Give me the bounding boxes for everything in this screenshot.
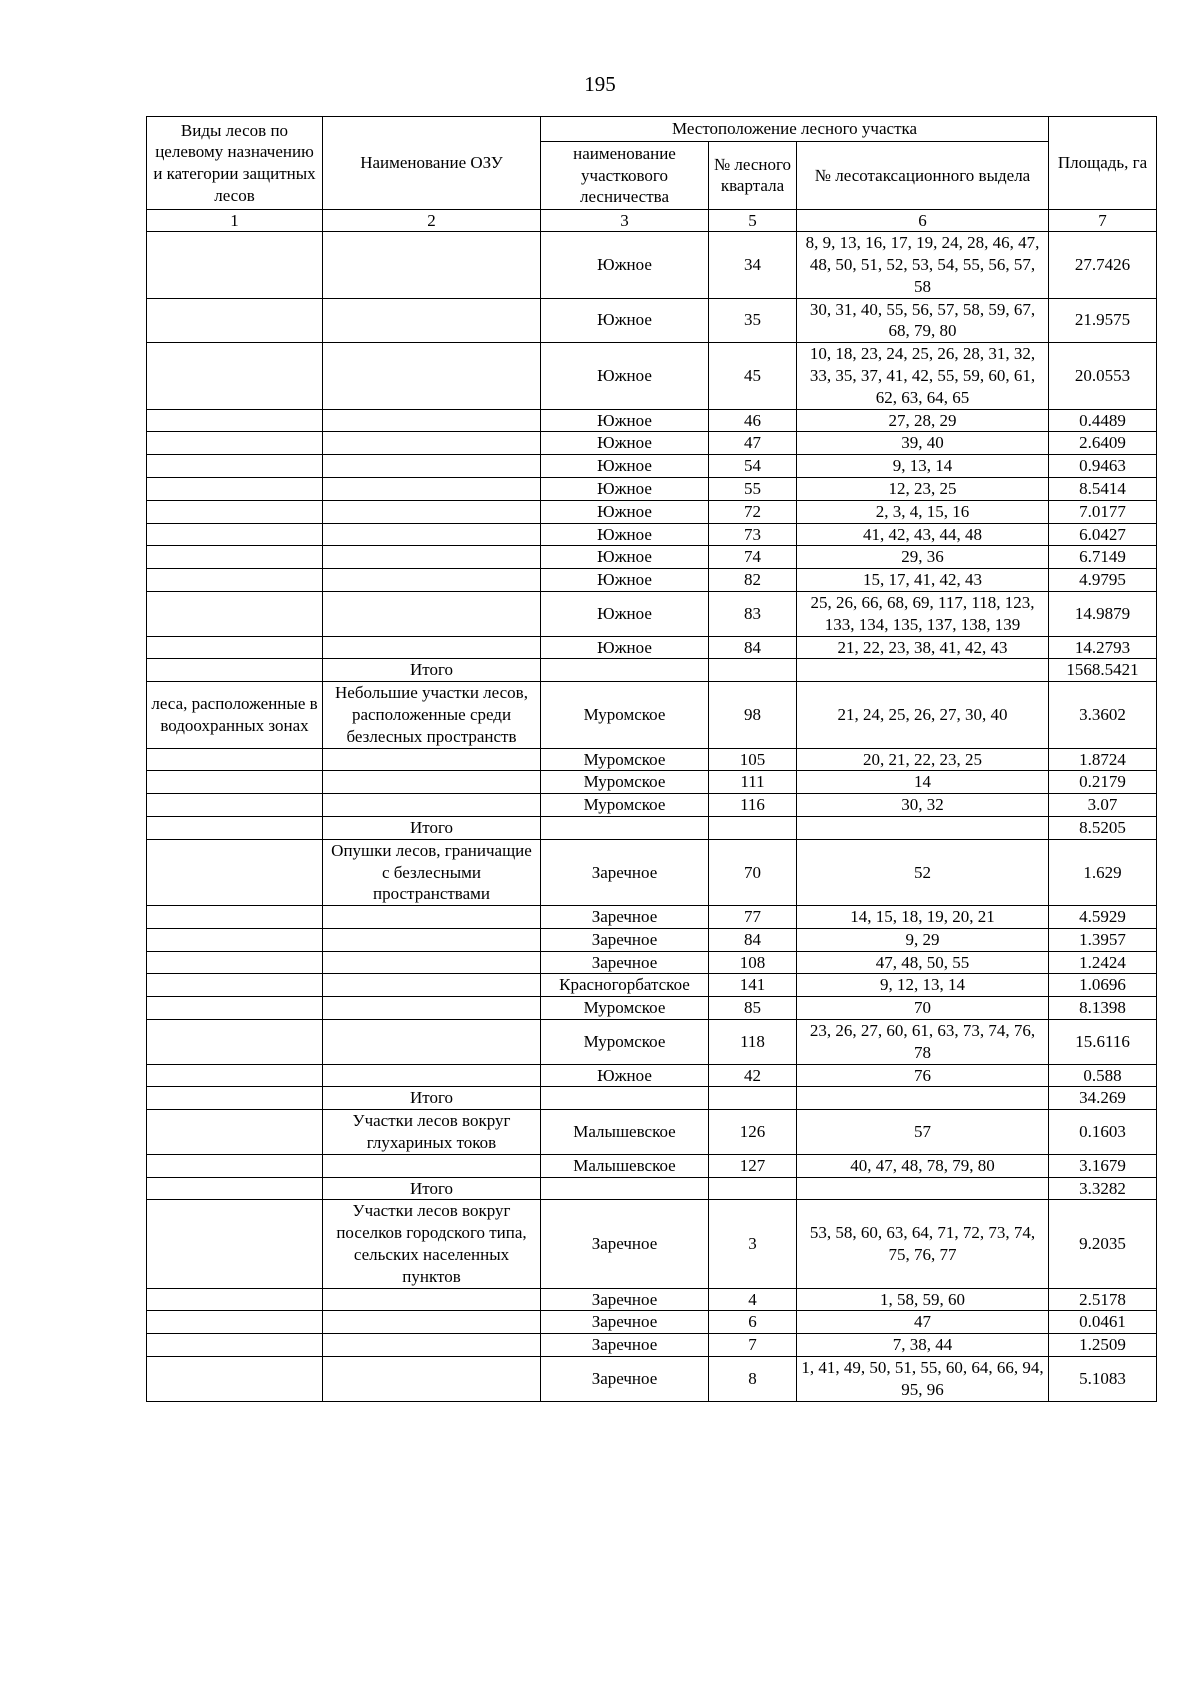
forest-type-cell <box>147 546 323 569</box>
table-row <box>147 1110 1157 1155</box>
allotments-cell: 1, 41, 49, 50, 51, 55, 60, 64, 66, 94, 95, 96 <box>797 1357 1049 1402</box>
table-row <box>147 682 1157 748</box>
quarter-cell: 85 <box>709 997 797 1020</box>
allotments-cell: 47 <box>797 1311 1049 1334</box>
forestry-cell: Заречное <box>541 951 709 974</box>
forest-type-cell <box>147 1288 323 1311</box>
forestry-cell <box>541 659 709 682</box>
quarter-cell: 74 <box>709 546 797 569</box>
area-cell: 6.7149 <box>1049 546 1157 569</box>
area-cell: 3.07 <box>1049 794 1157 817</box>
allotments-cell: 12, 23, 25 <box>797 477 1049 500</box>
column-number: 6 <box>797 210 1049 232</box>
allotments-cell <box>797 659 1049 682</box>
table-row <box>147 974 1157 997</box>
total-area: 8.5205 <box>1049 816 1157 839</box>
allotments-cell: 21, 22, 23, 38, 41, 42, 43 <box>797 636 1049 659</box>
allotments-cell: 25, 26, 66, 68, 69, 117, 118, 123, 133, 134, 135, 137, 138, 139 <box>797 591 1049 636</box>
table-row <box>147 298 1157 343</box>
quarter-cell <box>709 1177 797 1200</box>
table-row <box>147 1200 1157 1288</box>
quarter-cell: 8 <box>709 1357 797 1402</box>
forest-type-cell <box>147 816 323 839</box>
forestry-cell: Муромское <box>541 748 709 771</box>
ozu-name-cell <box>323 455 541 478</box>
table-row <box>147 591 1157 636</box>
forest-type-cell <box>147 409 323 432</box>
forest-type-cell <box>147 928 323 951</box>
area-cell: 2.6409 <box>1049 432 1157 455</box>
quarter-cell: 4 <box>709 1288 797 1311</box>
ozu-name-cell <box>323 1334 541 1357</box>
total-row <box>147 1087 1157 1110</box>
ozu-name-cell <box>323 794 541 817</box>
table-row <box>147 1357 1157 1402</box>
table-row <box>147 997 1157 1020</box>
allotments-cell: 1, 58, 59, 60 <box>797 1288 1049 1311</box>
table-row <box>147 1288 1157 1311</box>
allotments-cell: 30, 32 <box>797 794 1049 817</box>
area-cell: 1.8724 <box>1049 748 1157 771</box>
allotments-cell <box>797 1177 1049 1200</box>
forestry-cell: Заречное <box>541 1357 709 1402</box>
forestry-cell: Муромское <box>541 682 709 748</box>
table-row <box>147 500 1157 523</box>
quarter-cell: 34 <box>709 232 797 298</box>
quarter-cell: 46 <box>709 409 797 432</box>
area-cell: 1.0696 <box>1049 974 1157 997</box>
table-row <box>147 477 1157 500</box>
area-cell: 8.5414 <box>1049 477 1157 500</box>
table-row <box>147 839 1157 905</box>
forest-type-cell <box>147 997 323 1020</box>
forest-type-cell <box>147 1357 323 1402</box>
total-label: Итого <box>323 659 541 682</box>
header-ozu-name: Наименование ОЗУ <box>323 117 541 210</box>
quarter-cell: 7 <box>709 1334 797 1357</box>
forest-type-cell <box>147 591 323 636</box>
forestry-cell: Южное <box>541 500 709 523</box>
forest-type-cell <box>147 1154 323 1177</box>
forest-type-cell <box>147 1311 323 1334</box>
total-label: Итого <box>323 1177 541 1200</box>
area-cell: 1.629 <box>1049 839 1157 905</box>
forestry-cell: Малышевское <box>541 1154 709 1177</box>
allotments-cell: 9, 13, 14 <box>797 455 1049 478</box>
allotments-cell <box>797 816 1049 839</box>
forest-plots-table <box>146 116 1157 1402</box>
header-allotment-number: № лесотаксационного выдела <box>797 141 1049 209</box>
forestry-cell: Заречное <box>541 1311 709 1334</box>
forest-type-cell <box>147 500 323 523</box>
ozu-name-cell <box>323 298 541 343</box>
forest-type-cell <box>147 974 323 997</box>
forestry-cell: Муромское <box>541 771 709 794</box>
ozu-name-cell <box>323 1064 541 1087</box>
total-row <box>147 816 1157 839</box>
quarter-cell: 72 <box>709 500 797 523</box>
forest-type-cell <box>147 569 323 592</box>
table-row <box>147 748 1157 771</box>
total-label: Итого <box>323 816 541 839</box>
total-row <box>147 659 1157 682</box>
area-cell: 4.9795 <box>1049 569 1157 592</box>
quarter-cell: 6 <box>709 1311 797 1334</box>
forest-type-cell <box>147 232 323 298</box>
header-location-group: Местоположение лесного участка <box>541 117 1049 142</box>
ozu-name-cell: Небольшие участки лесов, расположенные среди безлесных пространств <box>323 682 541 748</box>
total-label: Итого <box>323 1087 541 1110</box>
forest-type-cell <box>147 748 323 771</box>
forestry-cell: Заречное <box>541 1200 709 1288</box>
forest-type-cell <box>147 794 323 817</box>
allotments-cell: 21, 24, 25, 26, 27, 30, 40 <box>797 682 1049 748</box>
table-row <box>147 1020 1157 1065</box>
area-cell: 21.9575 <box>1049 298 1157 343</box>
column-number: 5 <box>709 210 797 232</box>
forest-type-cell <box>147 1064 323 1087</box>
forest-type-cell <box>147 771 323 794</box>
forest-type-cell <box>147 432 323 455</box>
forestry-cell: Южное <box>541 455 709 478</box>
ozu-name-cell <box>323 1288 541 1311</box>
quarter-cell: 118 <box>709 1020 797 1065</box>
forest-type-cell <box>147 839 323 905</box>
area-cell: 3.3602 <box>1049 682 1157 748</box>
forestry-cell: Заречное <box>541 1334 709 1357</box>
forestry-cell: Заречное <box>541 928 709 951</box>
ozu-name-cell <box>323 232 541 298</box>
ozu-name-cell <box>323 1311 541 1334</box>
forestry-cell: Южное <box>541 409 709 432</box>
forestry-cell <box>541 1177 709 1200</box>
table-row <box>147 432 1157 455</box>
area-cell: 0.4489 <box>1049 409 1157 432</box>
allotments-cell: 20, 21, 22, 23, 25 <box>797 748 1049 771</box>
area-cell: 14.9879 <box>1049 591 1157 636</box>
ozu-name-cell <box>323 928 541 951</box>
page-number: 195 <box>584 72 616 96</box>
area-cell: 5.1083 <box>1049 1357 1157 1402</box>
table-row <box>147 1154 1157 1177</box>
table-row <box>147 906 1157 929</box>
ozu-name-cell: Участки лесов вокруг поселков городского типа, сельских населенных пунктов <box>323 1200 541 1288</box>
forest-type-cell <box>147 951 323 974</box>
ozu-name-cell <box>323 636 541 659</box>
ozu-name-cell <box>323 771 541 794</box>
header-quarter-number: № лесного квартала <box>709 141 797 209</box>
allotments-cell: 9, 12, 13, 14 <box>797 974 1049 997</box>
area-cell: 1.3957 <box>1049 928 1157 951</box>
forest-type-cell <box>147 1110 323 1155</box>
forest-type-cell <box>147 906 323 929</box>
ozu-name-cell <box>323 951 541 974</box>
allotments-cell: 57 <box>797 1110 1049 1155</box>
forestry-cell: Муромское <box>541 1020 709 1065</box>
ozu-name-cell <box>323 569 541 592</box>
allotments-cell: 14 <box>797 771 1049 794</box>
ozu-name-cell <box>323 1154 541 1177</box>
allotments-cell: 7, 38, 44 <box>797 1334 1049 1357</box>
table-row <box>147 232 1157 298</box>
ozu-name-cell <box>323 409 541 432</box>
forestry-cell: Муромское <box>541 997 709 1020</box>
allotments-cell: 15, 17, 41, 42, 43 <box>797 569 1049 592</box>
table-row <box>147 1064 1157 1087</box>
forest-type-cell <box>147 1200 323 1288</box>
table-row <box>147 928 1157 951</box>
table-header <box>147 117 1157 232</box>
ozu-name-cell <box>323 500 541 523</box>
quarter-cell: 77 <box>709 906 797 929</box>
forest-type-cell <box>147 455 323 478</box>
total-row <box>147 1177 1157 1200</box>
area-cell: 4.5929 <box>1049 906 1157 929</box>
forest-type-cell <box>147 298 323 343</box>
forestry-cell: Южное <box>541 636 709 659</box>
quarter-cell: 84 <box>709 928 797 951</box>
forest-type-cell <box>147 1177 323 1200</box>
ozu-name-cell <box>323 974 541 997</box>
forest-type-cell <box>147 1334 323 1357</box>
ozu-name-cell <box>323 997 541 1020</box>
area-cell: 9.2035 <box>1049 1200 1157 1288</box>
ozu-name-cell <box>323 1357 541 1402</box>
quarter-cell: 108 <box>709 951 797 974</box>
area-cell: 7.0177 <box>1049 500 1157 523</box>
table-row <box>147 523 1157 546</box>
header-area: Площадь, га <box>1049 117 1157 210</box>
quarter-cell: 35 <box>709 298 797 343</box>
area-cell: 20.0553 <box>1049 343 1157 409</box>
header-forest-type: Виды лесов по целевому назначению и категории защитных лесов <box>147 117 323 210</box>
forestry-cell: Южное <box>541 569 709 592</box>
area-cell: 0.2179 <box>1049 771 1157 794</box>
forestry-cell: Южное <box>541 298 709 343</box>
ozu-name-cell <box>323 432 541 455</box>
area-cell: 1.2509 <box>1049 1334 1157 1357</box>
quarter-cell <box>709 659 797 682</box>
quarter-cell: 42 <box>709 1064 797 1087</box>
forestry-cell: Южное <box>541 523 709 546</box>
ozu-name-cell: Участки лесов вокруг глухариных токов <box>323 1110 541 1155</box>
forestry-cell: Южное <box>541 343 709 409</box>
area-cell: 0.0461 <box>1049 1311 1157 1334</box>
forestry-cell: Заречное <box>541 839 709 905</box>
forestry-cell: Южное <box>541 546 709 569</box>
quarter-cell: 141 <box>709 974 797 997</box>
forestry-cell: Заречное <box>541 906 709 929</box>
column-number: 2 <box>323 210 541 232</box>
ozu-name-cell <box>323 1020 541 1065</box>
table-row <box>147 455 1157 478</box>
area-cell: 8.1398 <box>1049 997 1157 1020</box>
allotments-cell: 10, 18, 23, 24, 25, 26, 28, 31, 32, 33, 35, 37, 41, 42, 55, 59, 60, 61, 62, 63, 64, 65 <box>797 343 1049 409</box>
forest-type-cell <box>147 1020 323 1065</box>
quarter-cell: 73 <box>709 523 797 546</box>
table-row <box>147 1311 1157 1334</box>
allotments-cell <box>797 1087 1049 1110</box>
ozu-name-cell <box>323 591 541 636</box>
column-number: 1 <box>147 210 323 232</box>
table-row <box>147 569 1157 592</box>
quarter-cell: 98 <box>709 682 797 748</box>
allotments-cell: 30, 31, 40, 55, 56, 57, 58, 59, 67, 68, 79, 80 <box>797 298 1049 343</box>
forestry-cell <box>541 816 709 839</box>
quarter-cell: 47 <box>709 432 797 455</box>
allotments-cell: 23, 26, 27, 60, 61, 63, 73, 74, 76, 78 <box>797 1020 1049 1065</box>
allotments-cell: 27, 28, 29 <box>797 409 1049 432</box>
area-cell: 0.1603 <box>1049 1110 1157 1155</box>
area-cell: 0.588 <box>1049 1064 1157 1087</box>
table-row <box>147 1334 1157 1357</box>
forest-type-cell <box>147 1087 323 1110</box>
quarter-cell: 54 <box>709 455 797 478</box>
allotments-cell: 76 <box>797 1064 1049 1087</box>
area-cell: 6.0427 <box>1049 523 1157 546</box>
forest-type-cell <box>147 636 323 659</box>
allotments-cell: 52 <box>797 839 1049 905</box>
header-forestry-name: наименование участкового лесничества <box>541 141 709 209</box>
quarter-cell <box>709 1087 797 1110</box>
allotments-cell: 39, 40 <box>797 432 1049 455</box>
ozu-name-cell <box>323 477 541 500</box>
table-row <box>147 409 1157 432</box>
quarter-cell: 70 <box>709 839 797 905</box>
area-cell: 1.2424 <box>1049 951 1157 974</box>
quarter-cell: 3 <box>709 1200 797 1288</box>
table-row <box>147 546 1157 569</box>
ozu-name-cell <box>323 546 541 569</box>
table-row <box>147 771 1157 794</box>
forest-type-cell: леса, расположенные в водоохранных зонах <box>147 682 323 748</box>
ozu-name-cell <box>323 748 541 771</box>
allotments-cell: 47, 48, 50, 55 <box>797 951 1049 974</box>
quarter-cell: 83 <box>709 591 797 636</box>
forest-type-cell <box>147 659 323 682</box>
allotments-cell: 14, 15, 18, 19, 20, 21 <box>797 906 1049 929</box>
forestry-cell: Заречное <box>541 1288 709 1311</box>
total-area: 3.3282 <box>1049 1177 1157 1200</box>
quarter-cell: 84 <box>709 636 797 659</box>
column-number-row <box>147 210 1157 232</box>
table-row <box>147 794 1157 817</box>
allotments-cell: 29, 36 <box>797 546 1049 569</box>
table-row <box>147 951 1157 974</box>
forest-type-cell <box>147 523 323 546</box>
total-area: 1568.5421 <box>1049 659 1157 682</box>
total-area: 34.269 <box>1049 1087 1157 1110</box>
table-row <box>147 343 1157 409</box>
forestry-cell: Муромское <box>541 794 709 817</box>
forestry-cell: Красногорбатское <box>541 974 709 997</box>
quarter-cell: 126 <box>709 1110 797 1155</box>
forestry-cell: Южное <box>541 432 709 455</box>
area-cell: 3.1679 <box>1049 1154 1157 1177</box>
area-cell: 27.7426 <box>1049 232 1157 298</box>
area-cell: 14.2793 <box>1049 636 1157 659</box>
allotments-cell: 41, 42, 43, 44, 48 <box>797 523 1049 546</box>
table-row <box>147 636 1157 659</box>
forestry-cell: Южное <box>541 1064 709 1087</box>
quarter-cell: 127 <box>709 1154 797 1177</box>
forest-type-cell <box>147 343 323 409</box>
column-number: 3 <box>541 210 709 232</box>
forestry-cell: Малышевское <box>541 1110 709 1155</box>
allotments-cell: 70 <box>797 997 1049 1020</box>
allotments-cell: 2, 3, 4, 15, 16 <box>797 500 1049 523</box>
quarter-cell: 105 <box>709 748 797 771</box>
table-body <box>147 232 1157 1401</box>
column-number: 7 <box>1049 210 1157 232</box>
quarter-cell: 45 <box>709 343 797 409</box>
quarter-cell: 116 <box>709 794 797 817</box>
forestry-cell: Южное <box>541 232 709 298</box>
allotments-cell: 8, 9, 13, 16, 17, 19, 24, 28, 46, 47, 48, 50, 51, 52, 53, 54, 55, 56, 57, 58 <box>797 232 1049 298</box>
ozu-name-cell: Опушки лесов, граничащие с безлесными пространствами <box>323 839 541 905</box>
quarter-cell: 55 <box>709 477 797 500</box>
forestry-cell <box>541 1087 709 1110</box>
allotments-cell: 9, 29 <box>797 928 1049 951</box>
allotments-cell: 53, 58, 60, 63, 64, 71, 72, 73, 74, 75, 76, 77 <box>797 1200 1049 1288</box>
ozu-name-cell <box>323 906 541 929</box>
quarter-cell: 82 <box>709 569 797 592</box>
ozu-name-cell <box>323 343 541 409</box>
area-cell: 2.5178 <box>1049 1288 1157 1311</box>
forest-type-cell <box>147 477 323 500</box>
forestry-cell: Южное <box>541 591 709 636</box>
allotments-cell: 40, 47, 48, 78, 79, 80 <box>797 1154 1049 1177</box>
ozu-name-cell <box>323 523 541 546</box>
quarter-cell: 111 <box>709 771 797 794</box>
quarter-cell <box>709 816 797 839</box>
forestry-cell: Южное <box>541 477 709 500</box>
area-cell: 0.9463 <box>1049 455 1157 478</box>
area-cell: 15.6116 <box>1049 1020 1157 1065</box>
